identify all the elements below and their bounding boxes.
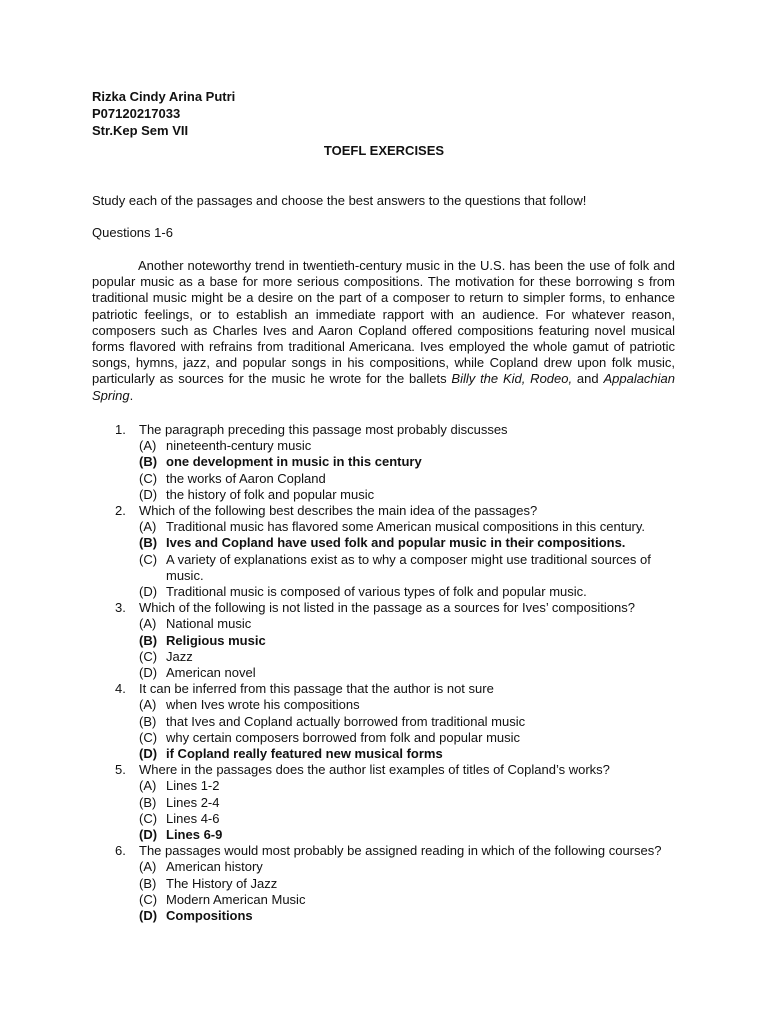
option-text: the history of folk and popular music bbox=[166, 486, 375, 502]
option-letter: (D) bbox=[139, 908, 158, 924]
option-letter: (B) bbox=[139, 535, 158, 551]
question-item bbox=[115, 843, 675, 924]
option-letter: (A) bbox=[139, 616, 157, 632]
question-number: 2. bbox=[115, 503, 126, 519]
student-id: P07120217033 bbox=[92, 106, 181, 121]
answer-option bbox=[139, 519, 675, 535]
question-number: 3. bbox=[115, 600, 126, 616]
answer-option bbox=[139, 584, 675, 600]
passage-ballet-titles: Billy the Kid, Rodeo, bbox=[451, 371, 573, 387]
question-text: It can be inferred from this passage that the author is not sure bbox=[139, 681, 494, 697]
answer-option bbox=[139, 714, 675, 730]
answer-option bbox=[139, 746, 675, 762]
student-class: Str.Kep Sem VII bbox=[92, 123, 189, 138]
option-letter: (B) bbox=[139, 713, 157, 729]
option-letter: (C) bbox=[139, 648, 158, 664]
option-letter: (D) bbox=[139, 827, 158, 843]
option-text: why certain composers borrowed from folk and popular music bbox=[166, 729, 521, 745]
student-name: Rizka Cindy Arina Putri bbox=[92, 89, 236, 104]
option-text: Lines 1-2 bbox=[166, 778, 220, 794]
question-text: The paragraph preceding this passage most probably discusses bbox=[139, 422, 508, 437]
option-letter: (B) bbox=[139, 632, 158, 648]
passage-last-title: Appalachian Spring bbox=[92, 371, 676, 403]
option-letter: (B) bbox=[139, 794, 157, 810]
option-text: nineteenth-century music bbox=[166, 438, 312, 454]
question-range: Questions 1-6 bbox=[92, 225, 173, 240]
question-number: 4. bbox=[115, 681, 126, 697]
question-text: Which of the following is not listed in the passage as a sources for Ives’ compositions? bbox=[139, 600, 635, 616]
answer-option bbox=[139, 438, 675, 454]
option-letter: (D) bbox=[139, 665, 158, 681]
answer-option bbox=[139, 616, 675, 632]
option-text: Jazz bbox=[166, 648, 193, 664]
option-text: Lines 2-4 bbox=[166, 794, 220, 810]
passage-end: . bbox=[129, 387, 134, 403]
option-text: Traditional music is composed of various types of folk and popular music. bbox=[166, 584, 587, 600]
answer-option bbox=[139, 795, 675, 811]
option-text: Lines 6-9 bbox=[166, 827, 223, 843]
answer-option bbox=[139, 859, 675, 875]
reading-passage bbox=[92, 258, 675, 404]
page-title: TOEFL EXERCISES bbox=[323, 143, 445, 158]
question-text: Which of the following best describes the main idea of the passages? bbox=[139, 503, 538, 519]
question-item bbox=[115, 681, 675, 762]
option-letter: (C) bbox=[139, 891, 158, 907]
passage-body: Another noteworthy trend in twentieth-century music in the U.S. has been the use of folk and popular music as a base for more serious compositions. The motivation for these borrowing s from traditional music might be a desire on the part of a composer to return to simpler forms, to enhance patriotic feelings, or to establish an immediate rapport with an audience. For whatever reason, composers such as Charles Ives and Aaron Copland offered compositions featuring novel musical forms flavored with refrains from traditional Americana. Ives employed the whole gamut of patriotic songs, hymns, jazz, and popular songs in his compositions, while Copland drew upon folk music, particularly as sources for the music he wrote for the ballets bbox=[92, 258, 675, 387]
option-text: A variety of explanations exist as to why a composer might use traditional sources of music. bbox=[166, 551, 651, 583]
option-letter: (A) bbox=[139, 778, 157, 794]
answer-option bbox=[139, 827, 675, 843]
answer-option bbox=[139, 697, 675, 713]
question-text: Where in the passages does the author list examples of titles of Copland’s works? bbox=[139, 762, 610, 778]
question-number: 6. bbox=[115, 843, 126, 859]
option-letter: (A) bbox=[139, 438, 157, 454]
option-letter: (B) bbox=[139, 454, 158, 470]
answer-option bbox=[139, 876, 675, 892]
answer-option bbox=[139, 487, 675, 503]
instruction-text: Study each of the passages and choose the best answers to the questions that follow! bbox=[92, 193, 587, 208]
option-text: if Copland really featured new musical forms bbox=[166, 746, 443, 762]
answer-option bbox=[139, 908, 675, 924]
option-text: Traditional music has flavored some American musical compositions in this century. bbox=[166, 519, 646, 535]
question-number: 5. bbox=[115, 762, 126, 778]
option-letter: (C) bbox=[139, 470, 158, 486]
option-text: that Ives and Copland actually borrowed from traditional music bbox=[166, 713, 526, 729]
answer-option bbox=[139, 471, 675, 487]
option-letter: (B) bbox=[139, 875, 157, 891]
answer-option bbox=[139, 552, 675, 584]
answer-option bbox=[139, 649, 675, 665]
option-text: Compositions bbox=[166, 908, 253, 924]
answer-option bbox=[139, 633, 675, 649]
option-letter: (C) bbox=[139, 810, 158, 826]
question-item bbox=[115, 762, 675, 843]
option-text: American history bbox=[166, 859, 263, 875]
answer-option bbox=[139, 811, 675, 827]
option-letter: (A) bbox=[139, 697, 157, 713]
answer-option bbox=[139, 892, 675, 908]
option-text: Ives and Copland have used folk and popular music in their compositions. bbox=[166, 535, 626, 551]
answer-option bbox=[139, 778, 675, 794]
option-text: the works of Aaron Copland bbox=[166, 470, 326, 486]
option-letter: (D) bbox=[139, 486, 158, 502]
option-letter: (C) bbox=[139, 551, 158, 567]
option-text: Modern American Music bbox=[166, 891, 306, 907]
answer-option bbox=[139, 730, 675, 746]
passage-and: and bbox=[572, 371, 604, 387]
question-item bbox=[115, 600, 675, 681]
option-letter: (D) bbox=[139, 746, 158, 762]
question-item bbox=[115, 422, 675, 503]
question-item bbox=[115, 503, 675, 600]
option-text: National music bbox=[166, 616, 252, 632]
option-text: Lines 4-6 bbox=[166, 810, 220, 826]
answer-option bbox=[139, 535, 675, 551]
answer-option bbox=[139, 454, 675, 470]
option-letter: (C) bbox=[139, 729, 158, 745]
question-text: The passages would most probably be assigned reading in which of the following courses? bbox=[139, 843, 662, 859]
option-letter: (D) bbox=[139, 584, 158, 600]
option-text: American novel bbox=[166, 665, 256, 681]
question-number: 1. bbox=[115, 422, 126, 437]
option-letter: (A) bbox=[139, 859, 157, 875]
option-text: one development in music in this century bbox=[166, 454, 422, 470]
option-text: Religious music bbox=[166, 632, 266, 648]
student-header bbox=[92, 88, 235, 139]
question-list bbox=[115, 422, 675, 924]
option-text: The History of Jazz bbox=[166, 875, 278, 891]
option-text: when Ives wrote his compositions bbox=[166, 697, 360, 713]
option-letter: (A) bbox=[139, 519, 157, 535]
answer-option bbox=[139, 665, 675, 681]
